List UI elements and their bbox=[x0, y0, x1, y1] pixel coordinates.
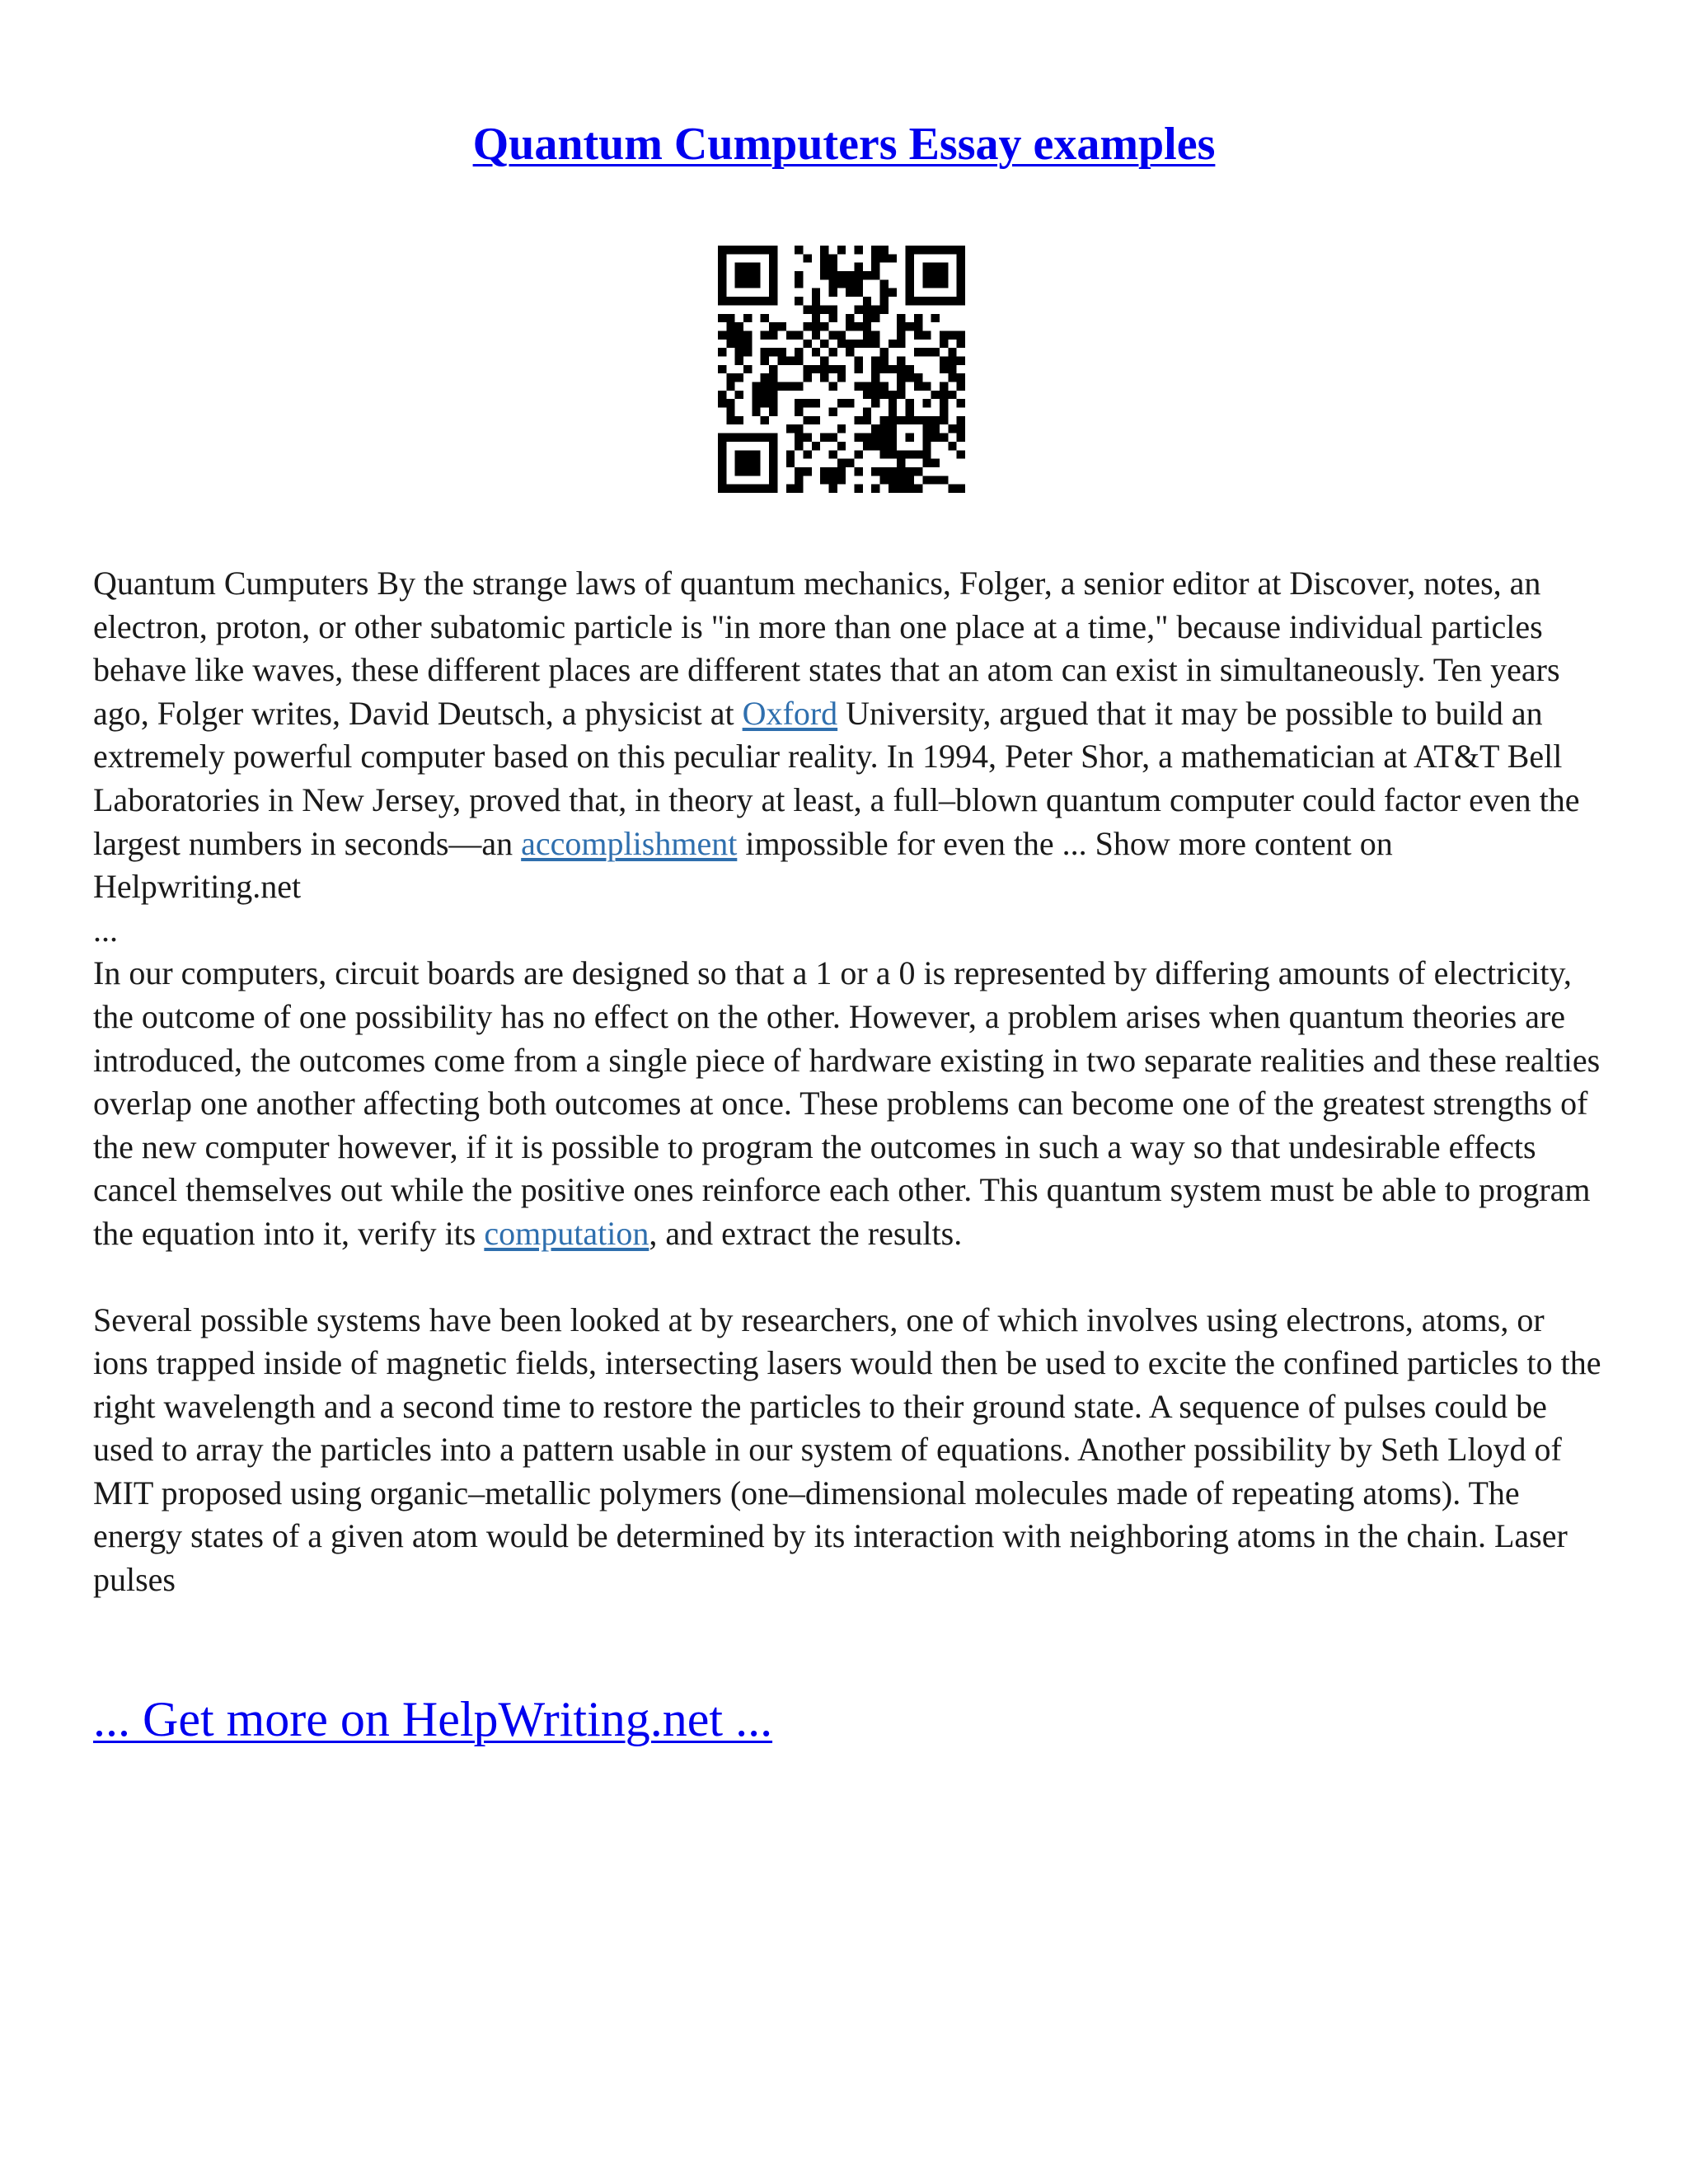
get-more-link-container bbox=[93, 1690, 772, 1749]
title-link[interactable]: Quantum Cumputers Essay examples bbox=[472, 119, 1216, 170]
paragraph-1-text-c: impossible for even the ... Show more content on Helpwriting.net bbox=[93, 824, 1393, 906]
paragraph-2-text-b: , and extract the results. bbox=[649, 1214, 963, 1252]
computation-link[interactable]: computation bbox=[484, 1214, 649, 1252]
qr-code-icon bbox=[718, 246, 965, 493]
paragraph-2 bbox=[93, 952, 1601, 1255]
get-more-link[interactable]: ... Get more on HelpWriting.net ... bbox=[93, 1692, 773, 1746]
essay-body bbox=[93, 562, 1601, 1602]
paragraph-1-ellipsis: ... bbox=[93, 911, 118, 949]
oxford-link[interactable]: Oxford bbox=[742, 694, 838, 732]
page-title bbox=[0, 115, 1688, 173]
paragraph-2-text-a: In our computers, circuit boards are designed so that a 1 or a 0 is represented by differing amounts of electricity, the outcome of one possibility has no effect on the other. However, a problem arises when quantum theories are introduced, the outcomes come from a single piece of hardware existing in two separate realities and these realties overlap one another affecting both outcomes at once. These problems can become one of the greatest strengths of the new computer however, if it is possible to program the outcomes in such a way so that undesirable effects cancel themselves out while the positive ones reinforce each other. This quantum system must be able to program the equation into it, verify its bbox=[93, 954, 1601, 1252]
paragraph-1 bbox=[93, 562, 1601, 909]
paragraph-1-text-a: Quantum Cumputers By the strange laws of quantum mechanics, Folger, a senior editor at Discover, notes, an electron, proton, or other subatomic particle is "in more than one place at a time," because individual particles behave like waves, these different places are different states that an atom can exist in simultaneously. Ten years ago, Folger writes, David Deutsch, a physicist at bbox=[93, 565, 1560, 732]
paragraph-spacer bbox=[93, 1256, 1601, 1299]
accomplishment-link[interactable]: accomplishment bbox=[521, 824, 738, 862]
paragraph-1-text-b: University, argued that it may be possible to build an extremely powerful computer based on this peculiar reality. In 1994, Peter Shor, a mathematician at AT&T Bell Laboratories in New Jersey, proved that, in theory at least, a full–blown quantum computer could factor even the largest numbers in seconds—an bbox=[93, 694, 1580, 862]
paragraph-3: Several possible systems have been looked at by researchers, one of which involves using electrons, atoms, or ions trapped inside of magnetic fields, intersecting lasers would then be used to excite the confined particles to the right wavelength and a second time to restore the particles to their ground state. A sequence of pulses could be used to array the particles into a pattern usable in our system of equations. Another possibility by Seth Lloyd of MIT proposed using organic–metallic polymers (one–dimensional molecules made of repeating atoms). The energy states of a given atom would be determined by its interaction with neighboring atoms in the chain. Laser pulses bbox=[93, 1301, 1601, 1599]
